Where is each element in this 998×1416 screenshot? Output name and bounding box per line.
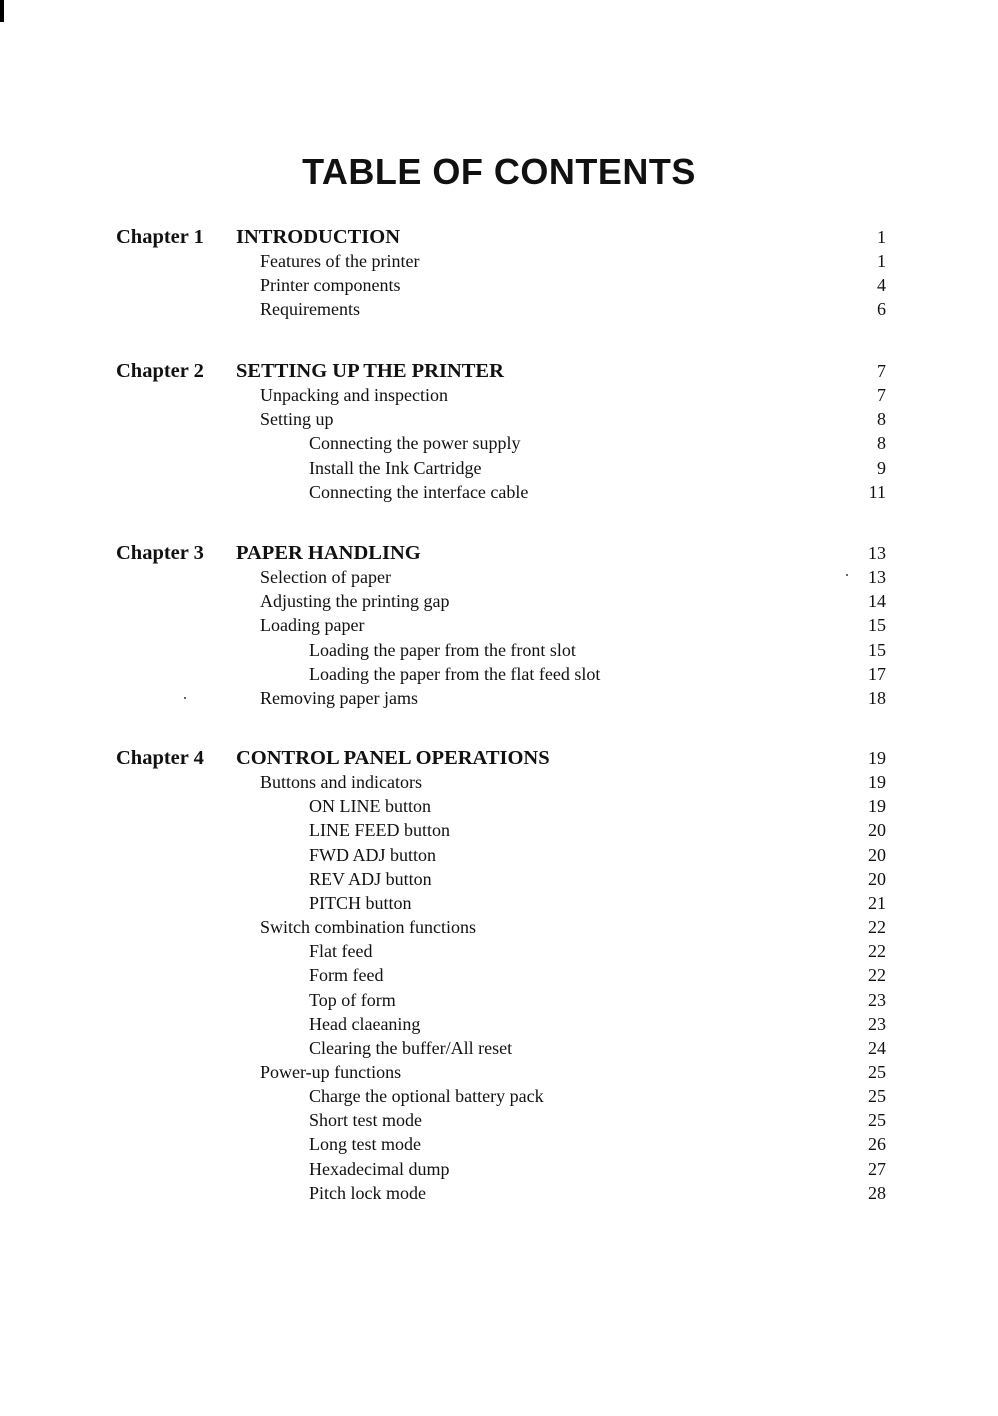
entry-title: Printer components [260,275,401,296]
toc-entry-row[interactable] [0,249,998,273]
entry-title: Short test mode [309,1110,422,1131]
entry-title: Head claeaning [309,1013,421,1034]
entry-title: Selection of paper [260,567,391,588]
toc-subentry-row[interactable] [0,662,998,686]
toc-subentry-row[interactable] [0,867,998,891]
page-number: 27 [868,1158,886,1179]
toc-entry-row[interactable] [0,770,998,794]
toc-subentry-row[interactable] [0,963,998,987]
toc-subentry-row[interactable] [0,1181,998,1205]
page-number: 19 [868,748,886,768]
entry-title: REV ADJ button [309,868,432,889]
toc-entry-row[interactable] [0,297,998,321]
entry-title: Form feed [309,965,384,986]
toc-entry-row[interactable] [0,686,998,710]
toc-subentry-row[interactable] [0,818,998,842]
entry-title: Loading the paper from the flat feed slot [309,663,601,684]
page-number: 15 [868,639,886,660]
toc-subentry-row[interactable] [0,1108,998,1132]
page-number: 11 [868,481,886,502]
entry-title: Requirements [260,299,360,320]
toc-subentry-row[interactable] [0,988,998,1012]
page-number: 7 [877,361,886,381]
entry-title: Connecting the power supply [309,433,521,454]
entry-title: FWD ADJ button [309,844,437,865]
chapter-label: Chapter 3 [116,542,204,564]
page-number: 8 [877,433,886,454]
entry-title: Loading the paper from the front slot [309,639,576,660]
toc-entry-row[interactable] [0,273,998,297]
entry-title: Long test mode [309,1134,421,1155]
page-number: 20 [868,820,886,841]
chapter-title: INTRODUCTION [236,226,401,248]
page-number: 22 [868,941,886,962]
toc-subentry-row[interactable] [0,1036,998,1060]
page-number: 22 [868,917,886,938]
toc-subentry-row[interactable] [0,1132,998,1156]
toc-subentry-row[interactable] [0,1084,998,1108]
chapter-heading-row[interactable] [0,746,998,770]
entry-title: Loading paper [260,615,365,636]
page-number: 13 [868,543,886,563]
chapter-label: Chapter 2 [116,360,204,382]
entry-title: Connecting the interface cable [309,481,529,502]
entry-title: Setting up [260,409,334,430]
toc-subentry-row[interactable] [0,1012,998,1036]
page-number: 1 [877,251,886,272]
entry-title: Power-up functions [260,1061,402,1082]
entry-title: ON LINE button [309,796,431,817]
page-number: 19 [868,796,886,817]
chapter-label: Chapter 4 [116,747,204,769]
toc-subentry-row[interactable] [0,480,998,504]
entry-title: Hexadecimal dump [309,1158,450,1179]
toc-entry-row[interactable] [0,613,998,637]
page-number: 7 [877,385,886,406]
entry-title: Pitch lock mode [309,1182,426,1203]
toc-entry-row[interactable] [0,915,998,939]
chapter-heading-row[interactable] [0,359,998,383]
page-number: 19 [868,772,886,793]
page-number: 21 [868,892,886,913]
page-number: 4 [877,275,886,296]
toc-subentry-row[interactable] [0,939,998,963]
entry-title: Charge the optional battery pack [309,1086,544,1107]
page-number: 22 [868,965,886,986]
toc-subentry-row[interactable] [0,431,998,455]
chapter-title: CONTROL PANEL OPERATIONS [236,747,550,769]
page-number: 8 [877,409,886,430]
entry-title: PITCH button [309,892,412,913]
page-number: 23 [868,989,886,1010]
entry-title: LINE FEED button [309,820,450,841]
page-number: 15 [868,615,886,636]
entry-title: Removing paper jams [260,687,418,708]
toc-subentry-row[interactable] [0,456,998,480]
chapter-label: Chapter 1 [116,226,204,248]
entry-title: Buttons and indicators [260,772,422,793]
page-title: TABLE OF CONTENTS [302,151,696,193]
toc-subentry-row[interactable] [0,1157,998,1181]
page-number: 28 [868,1182,886,1203]
entry-title: Switch combination functions [260,917,476,938]
entry-title: Top of form [309,989,396,1010]
entry-title: Unpacking and inspection [260,385,448,406]
page-number: 14 [868,591,886,612]
entry-title: Adjusting the printing gap [260,591,450,612]
toc-entry-row[interactable] [0,383,998,407]
toc-subentry-row[interactable] [0,794,998,818]
entry-title: Features of the printer [260,251,420,272]
entry-title: Clearing the buffer/All reset [309,1037,513,1058]
page-number: 1 [877,227,886,247]
page-number: 26 [868,1134,886,1155]
toc-entry-row[interactable] [0,589,998,613]
page-number: 23 [868,1013,886,1034]
toc-subentry-row[interactable] [0,843,998,867]
page-number: 20 [868,868,886,889]
chapter-title: PAPER HANDLING [236,542,421,564]
page-number: 9 [877,457,886,478]
page-number: 24 [868,1037,886,1058]
chapter-heading-row[interactable] [0,225,998,249]
page-number: 25 [868,1061,886,1082]
toc-subentry-row[interactable] [0,891,998,915]
scan-edge-mark [0,0,4,22]
chapter-heading-row[interactable] [0,541,998,565]
page-number: 20 [868,844,886,865]
toc-entry-row[interactable] [0,565,998,589]
toc-entry-row[interactable] [0,1060,998,1084]
page-number: 18 [868,687,886,708]
entry-title: Install the Ink Cartridge [309,457,482,478]
entry-title: Flat feed [309,941,373,962]
page-number: 25 [868,1086,886,1107]
page-number: 6 [877,299,886,320]
page-number: 13 [868,567,886,588]
page-number: 25 [868,1110,886,1131]
page-number: 17 [868,663,886,684]
toc-subentry-row[interactable] [0,638,998,662]
toc-entry-row[interactable] [0,407,998,431]
scan-speck [184,697,186,699]
scan-speck [846,574,848,576]
chapter-title: SETTING UP THE PRINTER [236,360,504,382]
